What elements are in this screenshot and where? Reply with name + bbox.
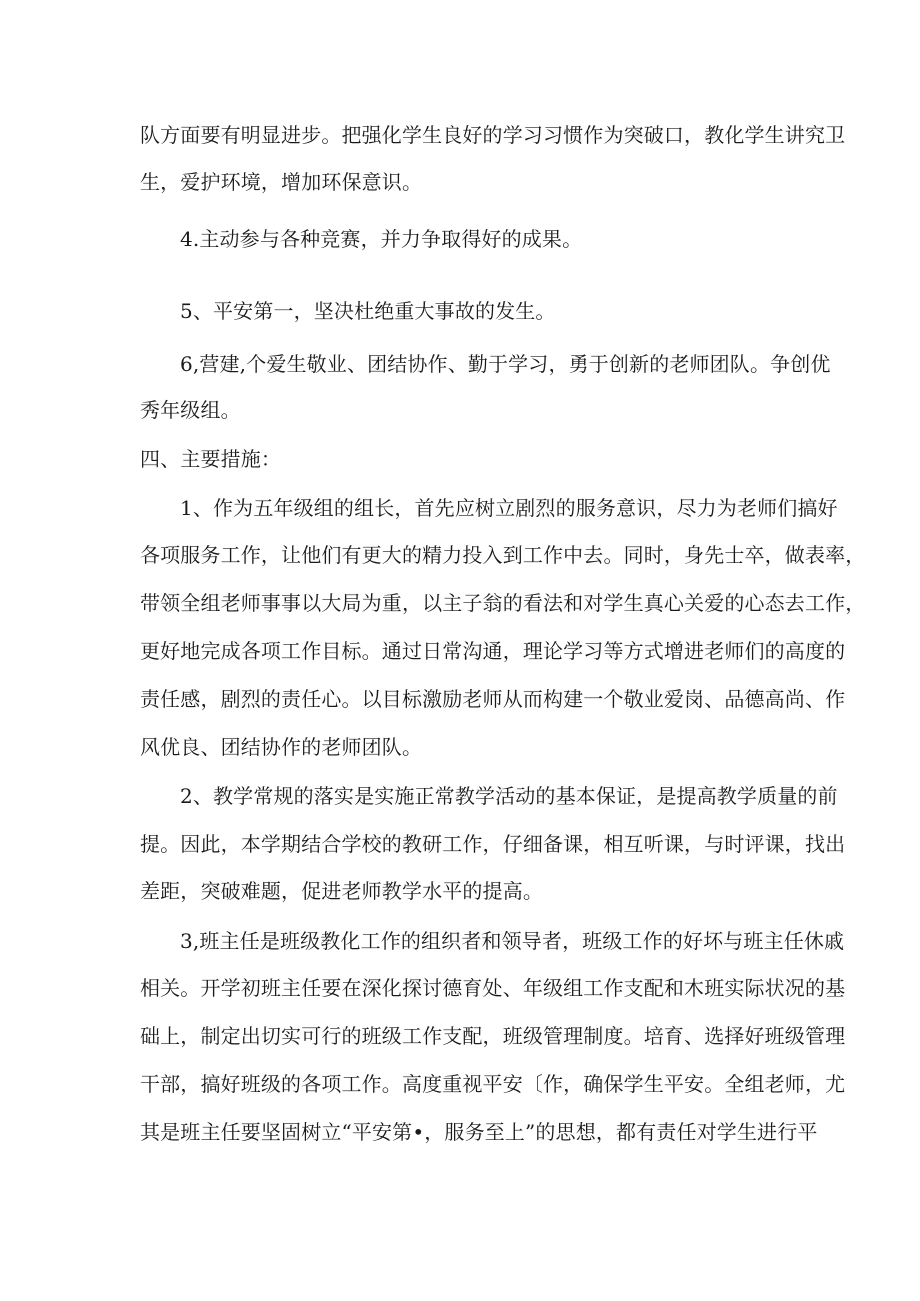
paragraph-line: 础上，制定出切实可行的班级工作支配，班级管理制度。培育、选择好班级管理 [140,1024,846,1048]
paragraph-line: 责任感，剧烈的责任心。以目标激励老师从而构建一个敬业爱岗、品德高尚、作 [140,687,846,711]
paragraph-line: 差距，突破难题，促进老师教学水平的提高。 [140,879,543,903]
measure-item-2: 2、教学常规的落实是实施正常教学活动的基本保证，是提高教学质量的前 [180,784,838,808]
section-heading: 四、主要措施： [140,447,282,471]
paragraph-line: 相关。开学初班主任要在深化探讨德育处、年级组工作支配和木班实际状况的基 [140,976,846,1000]
measure-item-3: 3,班主任是班级教化工作的组织者和领导者，班级工作的好坏与班主任休戚 [180,929,845,953]
measure-item-1: 1、作为五年级组的组长，首先应树立剧烈的服务意识，尽力为老师们搞好 [180,496,838,520]
paragraph-line: 更好地完成各项工作目标。通过日常沟通，理论学习等方式增进老师们的高度的 [140,639,846,663]
paragraph-line: 提。因此，本学期结合学校的教研工作，仔细备课，相互听课，与时评课，找出 [140,832,846,856]
paragraph-line: 风优良、团结协作的老师团队。 [140,735,423,759]
goal-item-6: 6,营建,个爱生敬业、团结协作、勤于学习，勇于创新的老师团队。争创优 [180,352,831,376]
paragraph-line: 其是班主任要坚固树立“平安第•，服务至上”的思想，都有责任对学生进行平 [140,1120,818,1144]
paragraph-line: 秀年级组。 [140,398,241,422]
paragraph-line: 队方面要有明显进步。把强化学生良好的学习习惯作为突破口，教化学生讲究卫 [140,123,846,147]
goal-item-4: 4.主动参与各种竞赛，并力争取得好的成果。 [180,227,583,251]
goal-item-5: 5、平安第一，坚决杜绝重大事故的发生。 [180,299,556,323]
paragraph-line: 生，爱护环境，增加环保意识。 [140,170,423,194]
paragraph-line: 干部，搞好班级的各项工作。高度重视平安〔作，确保学生平安。全组老师，尤 [140,1072,846,1096]
paragraph-line: 各项服务工作，让他们有更大的精力投入到工作中去。同时，身先士卒，做表率， [140,543,866,567]
paragraph-line: 带领全组老师事事以大局为重，以主子翁的看法和对学生真心关爱的心态去工作， [140,591,866,615]
